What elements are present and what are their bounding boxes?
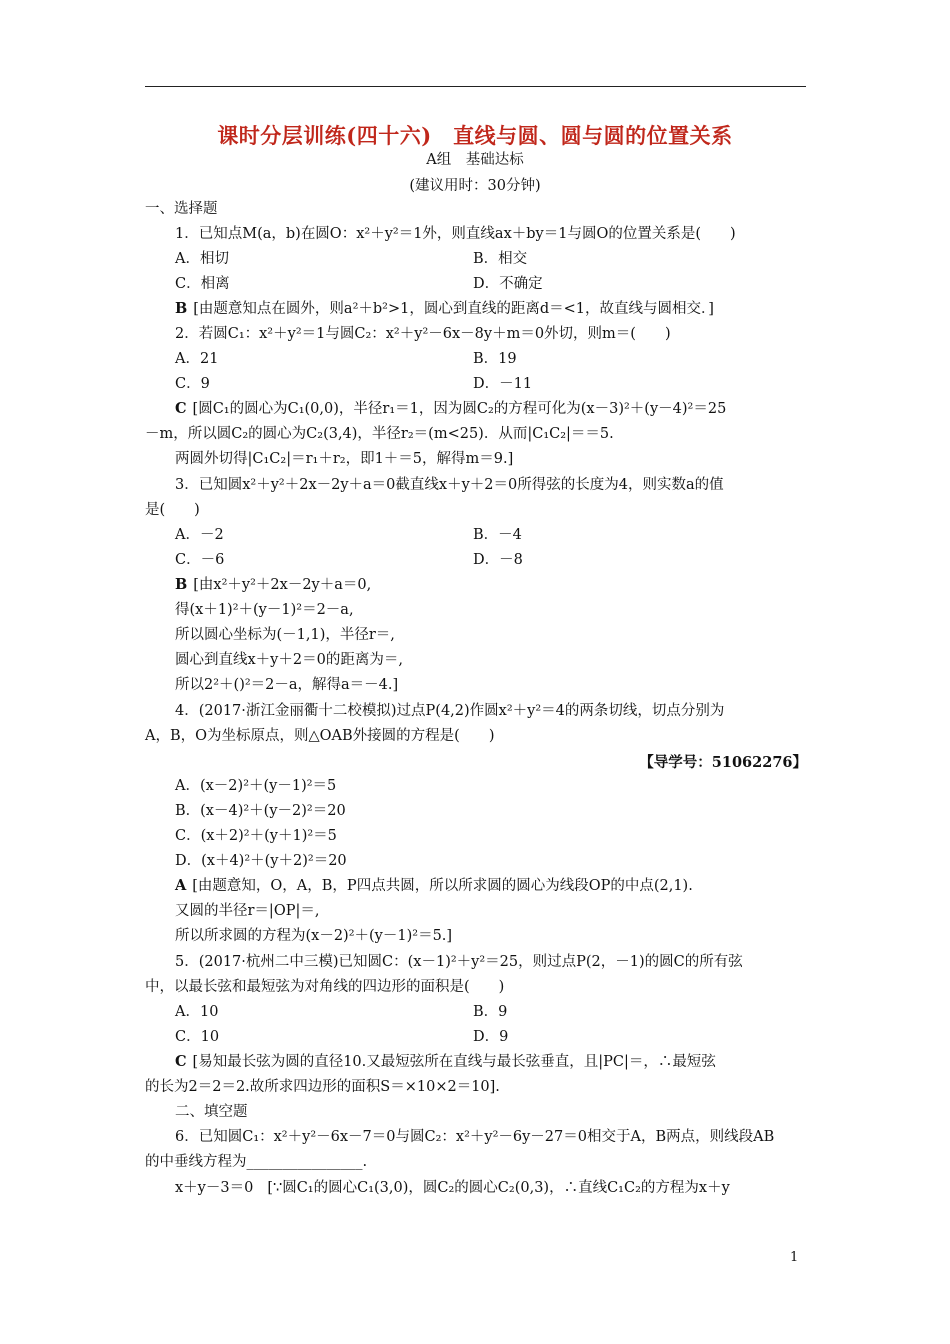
q3-option-d: D．－8 bbox=[473, 552, 523, 568]
q2-solution-text-1: [圆C₁的圆心为C₁(0,0)，半径r₁＝1，因为圆C₂的方程可化为(x－3)²＋(y－4)²＝25 bbox=[192, 401, 727, 417]
q2-option-c: C．9 bbox=[175, 376, 210, 392]
q6-solution-text: [∵圆C₁的圆心C₁(3,0)，圆C₂的圆心C₂(0,3)，∴直线C₁C₂的方程为x＋y bbox=[267, 1180, 730, 1196]
q5-option-b: B．9 bbox=[473, 1004, 508, 1020]
q5-stem-1: 5．(2017·杭州二中三模)已知圆C：(x－1)²＋y²＝25，则过点P(2，－1)的圆C的所有弦 bbox=[175, 954, 743, 970]
q3-solution-text-4: 圆心到直线x＋y＋2＝0的距离为＝, bbox=[175, 652, 403, 668]
q5-options-cd bbox=[175, 1027, 509, 1047]
q3-options-cd bbox=[175, 550, 523, 570]
time-hint: (建议用时：30分钟) bbox=[409, 178, 541, 194]
q5-option-a: A．10 bbox=[175, 1004, 219, 1020]
q5-solution-text-1: [易知最长弦为圆的直径10.又最短弦所在直线与最长弦垂直，且|PC|＝，∴最短弦 bbox=[192, 1054, 716, 1070]
q6-answer: x＋y－3＝0 bbox=[175, 1180, 254, 1196]
q4-stem-2: A，B，O为坐标原点，则△OAB外接圆的方程是( ) bbox=[145, 728, 495, 744]
q3-solution-text-2: 得(x＋1)²＋(y－1)²＝2－a, bbox=[175, 602, 354, 618]
q3-stem-1: 3．已知圆x²＋y²＋2x－2y＋a＝0截直线x＋y＋2＝0所得弦的长度为4，则实数a的值 bbox=[175, 477, 724, 493]
q3-option-a: A．－2 bbox=[175, 527, 224, 543]
q3-solution-text-3: 所以圆心坐标为(－1,1)，半径r＝, bbox=[175, 627, 395, 643]
q3-options-ab bbox=[175, 525, 522, 545]
q5-solution bbox=[175, 1052, 716, 1072]
q4-solution-text-2: 又圆的半径r＝|OP|＝, bbox=[175, 903, 320, 919]
q2-options-cd bbox=[175, 374, 533, 394]
q2-solution-text-2: －m，所以圆C₂的圆心为C₂(3,4)，半径r₂＝(m<25)．从而|C₁C₂|＝＝5. bbox=[145, 426, 614, 442]
q1-option-c: C．相离 bbox=[175, 276, 230, 292]
q1-option-b: B．相交 bbox=[473, 251, 528, 267]
q1-stem: 1．已知点M(a，b)在圆O：x²＋y²＝1外，则直线ax＋by＝1与圆O的位置关系是( ) bbox=[175, 226, 736, 242]
q1-option-a: A．相切 bbox=[175, 251, 229, 267]
q2-options-ab bbox=[175, 349, 517, 369]
q3-solution-text-5: 所以2²＋()²＝2－a，解得a＝－4.] bbox=[175, 677, 399, 693]
header-rule bbox=[145, 86, 806, 87]
q1-options-ab bbox=[175, 249, 528, 269]
q3-solution-text-1: [由x²＋y²＋2x－2y＋a＝0, bbox=[193, 577, 372, 593]
q2-stem: 2．若圆C₁：x²＋y²＝1与圆C₂：x²＋y²－6x－8y＋m＝0外切，则m＝( ) bbox=[175, 326, 671, 342]
q5-option-d: D．9 bbox=[473, 1029, 509, 1045]
q5-stem-2: 中，以最长弦和最短弦为对角线的四边形的面积是( ) bbox=[145, 979, 505, 995]
q3-option-b: B．－4 bbox=[473, 527, 522, 543]
section-choice: 一、选择题 bbox=[145, 201, 218, 217]
q2-solution-text-3: 两圆外切得|C₁C₂|＝r₁＋r₂，即1＋＝5，解得m＝9.] bbox=[175, 451, 514, 467]
q1-option-d: D．不确定 bbox=[473, 276, 543, 292]
page-number: 1 bbox=[790, 1250, 799, 1265]
q5-answer: C bbox=[175, 1053, 187, 1070]
q2-option-a: A．21 bbox=[175, 351, 219, 367]
q4-option-a: A．(x－2)²＋(y－1)²＝5 bbox=[175, 778, 337, 794]
q1-solution bbox=[175, 299, 714, 319]
q3-stem-2: 是( ) bbox=[145, 502, 200, 518]
q4-answer: A bbox=[175, 877, 187, 894]
q4-option-c: C．(x＋2)²＋(y＋1)²＝5 bbox=[175, 828, 337, 844]
q4-option-d: D．(x＋4)²＋(y＋2)²＝20 bbox=[175, 853, 347, 869]
q1-answer: B bbox=[175, 300, 188, 317]
q1-options-cd bbox=[175, 274, 543, 294]
q3-option-c: C．－6 bbox=[175, 552, 225, 568]
study-number: 【导学号：51062276】 bbox=[639, 754, 807, 771]
q5-options-ab bbox=[175, 1002, 508, 1022]
q5-solution-text-2: 的长为2＝2＝2.故所求四边形的面积S＝×10×2＝10]. bbox=[145, 1079, 500, 1095]
q4-option-b: B．(x－4)²＋(y－2)²＝20 bbox=[175, 803, 346, 819]
q2-solution bbox=[175, 399, 726, 419]
q2-option-b: B．19 bbox=[473, 351, 517, 367]
group-label: A组 基础达标 bbox=[426, 152, 524, 168]
q2-option-d: D．－11 bbox=[473, 376, 533, 392]
q3-answer: B bbox=[175, 576, 188, 593]
q6-solution bbox=[175, 1178, 730, 1198]
q1-solution-text: [由题意知点在圆外，则a²＋b²>1，圆心到直线的距离d＝<1，故直线与圆相交．] bbox=[193, 301, 714, 317]
q5-option-c: C．10 bbox=[175, 1029, 220, 1045]
q6-stem-1: 6．已知圆C₁：x²＋y²－6x－7＝0与圆C₂：x²＋y²－6y－27＝0相交于A，B两点，则线段AB bbox=[175, 1129, 775, 1145]
q4-solution-text-1: [由题意知，O，A，B，P四点共圆，所以所求圆的圆心为线段OP的中点(2,1). bbox=[192, 878, 693, 894]
q6-stem-2: 的中垂线方程为________________. bbox=[145, 1154, 368, 1170]
q2-answer: C bbox=[175, 400, 187, 417]
q4-stem-1: 4．(2017·浙江金丽衢十二校模拟)过点P(4,2)作圆x²＋y²＝4的两条切线，切点分别为 bbox=[175, 703, 725, 719]
page-title: 课时分层训练(四十六) 直线与圆、圆与圆的位置关系 bbox=[217, 123, 733, 148]
q3-solution bbox=[175, 575, 371, 595]
q4-solution bbox=[175, 876, 693, 896]
q4-solution-text-3: 所以所求圆的方程为(x－2)²＋(y－1)²＝5.] bbox=[175, 928, 453, 944]
section-fill: 二、填空题 bbox=[175, 1104, 248, 1120]
